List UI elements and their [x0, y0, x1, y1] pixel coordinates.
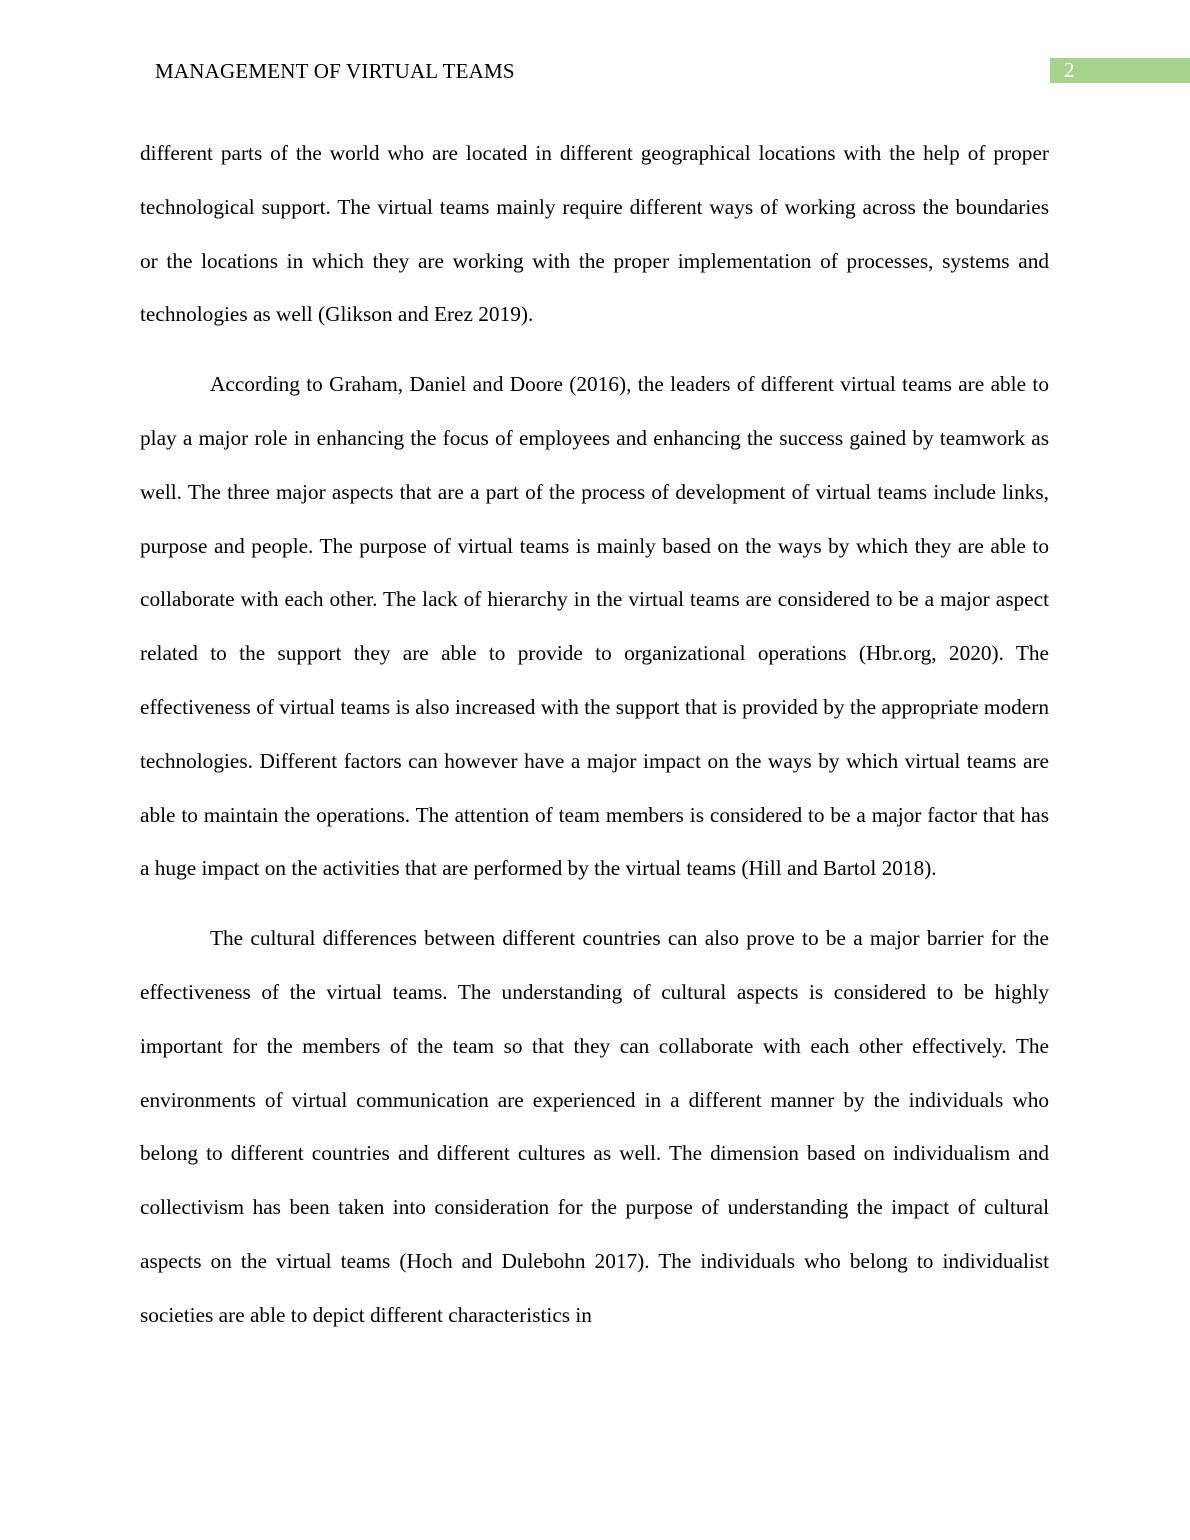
paragraph-leaders-of-virtual-teams: According to Graham, Daniel and Doore (2016), the leaders of different virtual teams are able to play a major role in enhancing the focus of employees and enhancing the success gained by teamwork as well. The three major aspects that are a part of the process of development of virtual teams include links, purpose and people. The purpose of virtual teams is mainly based on the ways by which they are able to collaborate with each other. The lack of hierarchy in the virtual teams are considered to be a major aspect related to the support they are able to provide to organizational operations (Hbr.org, 2020). The effectiveness of virtual teams is also increased with the support that is provided by the appropriate modern technologies. Different factors can however have a major impact on the ways by which virtual teams are able to maintain the operations. The attention of team members is considered to be a major factor that has a huge impact on the activities that are performed by the virtual teams (Hill and Bartol 2018).: [140, 372, 1049, 881]
page-number: 2: [1064, 58, 1075, 82]
running-head: MANAGEMENT OF VIRTUAL TEAMS: [155, 59, 515, 83]
paragraph-continuation: different parts of the world who are located in different geographical locations with the help of proper technological support. The virtual teams mainly require different ways of working across the boundaries or the locations in which they are working with the proper implementation of processes, systems and technologies as well (Glikson and Erez 2019).: [140, 141, 1049, 327]
paragraph-cultural-differences: The cultural differences between different countries can also prove to be a major barrier for the effectiveness of the virtual teams. The understanding of cultural aspects is considered to be highly important for the members of the team so that they can collaborate with each other effectively. The environments of virtual communication are experienced in a different manner by the individuals who belong to different countries and different cultures as well. The dimension based on individualism and collectivism has been taken into consideration for the purpose of understanding the impact of cultural aspects on the virtual teams (Hoch and Dulebohn 2017). The individuals who belong to individualist societies are able to depict different characteristics in: [140, 926, 1049, 1327]
page-number-bar: [1050, 58, 1190, 83]
body-text: [140, 127, 1049, 1343]
